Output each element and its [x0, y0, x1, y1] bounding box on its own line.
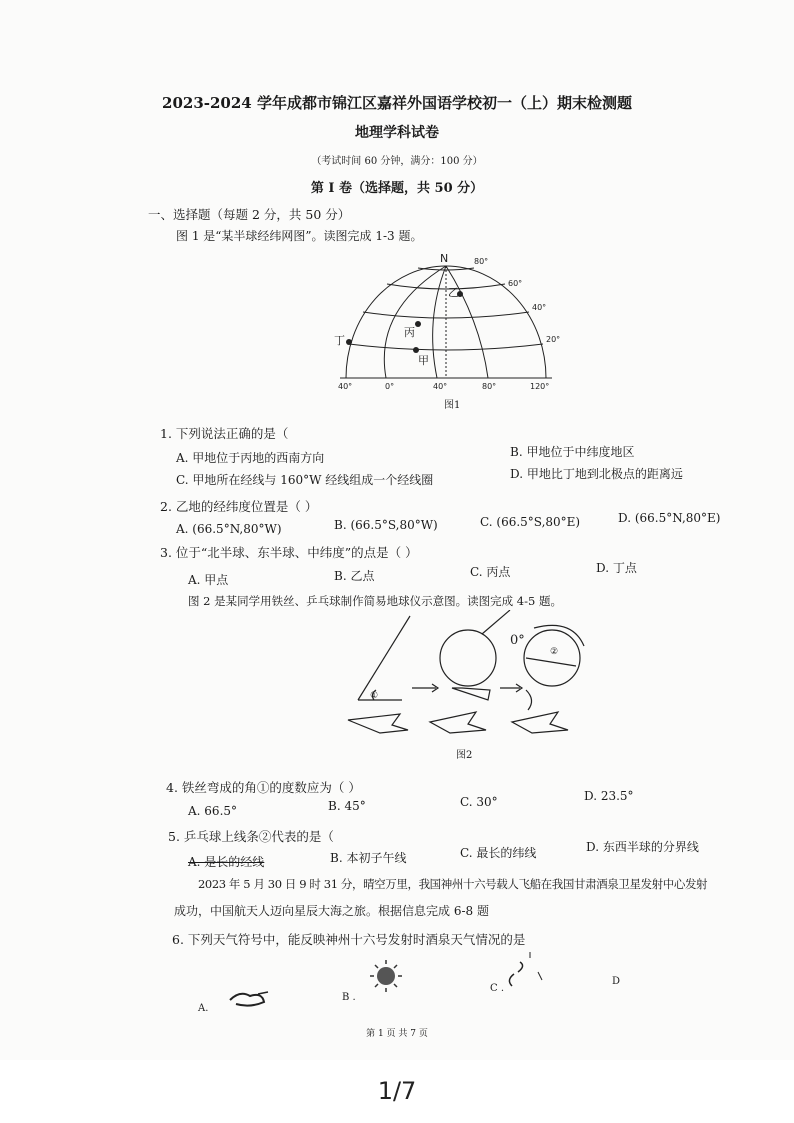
q5-option-a-text: A. 是长的经线: [188, 855, 265, 869]
q5-option-a: [188, 853, 264, 870]
q4-option-c: C. 30°: [460, 795, 498, 809]
lat-label-80: 80°: [474, 257, 489, 266]
lon-label-120e: 120°: [530, 382, 550, 390]
q3-stem: 3. 位于“北半球、东半球、中纬度”的点是（ ）: [160, 545, 418, 560]
lat-label-60: 60°: [508, 279, 523, 288]
q2-option-a: A. (66.5°N,80°W): [176, 522, 282, 536]
page-counter: 1/7: [377, 1077, 417, 1105]
q4-option-d: D. 23.5°: [584, 789, 634, 803]
q1-stem: 1. 下列说法正确的是（: [160, 426, 289, 441]
point-yi-label: 乙: [448, 286, 459, 299]
meridian-40: [433, 266, 446, 378]
section-heading: 一、选择题（每题 2 分，共 50 分）: [148, 207, 351, 222]
figure2-intro: 图 2 是某同学用铁丝、乒乓球制作简易地球仪示意图。读图完成 4-5 题。: [188, 594, 562, 608]
exam-note: （考试时间 60 分钟，满分：100 分）: [311, 156, 483, 167]
point-ding: [346, 339, 352, 345]
q6-option-c: C .: [490, 983, 505, 994]
figure1-graticule: [330, 250, 562, 390]
q6-option-b: B .: [342, 992, 356, 1003]
rain-weather-icon: [504, 950, 548, 990]
q1-option-d: D. 甲地比丁地到北极点的距离远: [510, 467, 683, 481]
lon-label-0: 0°: [385, 382, 395, 390]
point-bing: [415, 321, 421, 327]
stand-1: [348, 714, 408, 733]
q4-stem: 4. 铁丝弯成的角①的度数应为（ ）: [166, 780, 361, 795]
wire-slanted: [358, 616, 410, 700]
point-jia: [413, 347, 419, 353]
figure2-caption: 图2: [456, 750, 473, 761]
cloudy-weather-icon: [226, 986, 272, 1010]
passage-line-1: 2023 年 5 月 30 日 9 时 31 分，晴空万里，我国神州十六号载人飞船在我国甘肃酒泉卫星发射中心发射: [198, 877, 708, 891]
q2-option-c: C. (66.5°S,80°E): [480, 515, 581, 529]
q6-option-d: D: [612, 976, 621, 987]
lon-label-80e: 80°: [482, 382, 497, 390]
q3-option-a: A. 甲点: [188, 573, 229, 587]
lon-label-40e: 40°: [433, 382, 448, 390]
exam-subtitle: 地理学科试卷: [355, 125, 439, 141]
meridian-80: [446, 266, 488, 378]
q5-stem: 5. 乒乓球上线条②代表的是（: [168, 829, 334, 844]
mark-1: ①: [370, 691, 379, 701]
q3-option-c: C. 丙点: [470, 565, 511, 579]
q3-option-d: D. 丁点: [596, 561, 637, 575]
passage-line-2: 成功，中国航天人迈向星辰大海之旅。根据信息完成 6-8 题: [174, 904, 489, 918]
point-ding-label: 丁: [334, 334, 345, 347]
lat-label-40: 40°: [532, 303, 547, 312]
q6-stem: 6. 下列天气符号中，能反映神州十六号发射时酒泉天气情况的是: [172, 932, 526, 947]
q2-stem: 2. 乙地的经纬度位置是（ ）: [160, 499, 318, 514]
q6-option-a: A.: [198, 1003, 209, 1014]
q1-option-b: B. 甲地位于中纬度地区: [510, 445, 635, 459]
ping-pong-ball: [440, 630, 496, 686]
figure1-intro: 图 1 是“某半球经纬网图”。读图完成 1-3 题。: [176, 229, 423, 243]
pole-label: N: [440, 252, 449, 265]
exam-title: 2023-2024 学年成都市锦江区嘉祥外国语学校初一（上）期末检测题: [162, 94, 632, 112]
stand-2: [430, 712, 486, 733]
q4-option-b: B. 45°: [328, 799, 366, 813]
q5-option-d: D. 东西半球的分界线: [586, 840, 699, 854]
mark-2: ②: [550, 647, 559, 657]
volume-heading: 第 I 卷（选择题，共 50 分）: [310, 181, 484, 196]
sunny-weather-icon: [368, 958, 404, 994]
q2-option-b: B. (66.5°S,80°W): [334, 518, 438, 532]
lon-label-40w: 40°: [338, 382, 353, 390]
q1-option-a: A. 甲地位于丙地的西南方向: [176, 451, 325, 465]
zero-degree-label: 0°: [510, 633, 525, 648]
stand-3: [512, 712, 568, 733]
q2-option-d: D. (66.5°N,80°E): [618, 511, 721, 525]
figure1-caption: 图1: [444, 400, 461, 411]
finished-globe: [524, 630, 580, 686]
lat-label-20: 20°: [546, 335, 561, 344]
q3-option-b: B. 乙点: [334, 569, 375, 583]
point-bing-label: 丙: [404, 326, 415, 339]
point-jia-label: 甲: [418, 354, 429, 367]
q1-option-c: C. 甲地所在经线与 160°W 经线组成一个经线圈: [176, 473, 434, 487]
q5-option-c: C. 最长的纬线: [460, 846, 537, 860]
q5-option-b: B. 本初子午线: [330, 851, 407, 865]
line-2: [526, 658, 576, 666]
page-info: 第 1 页 共 7 页: [366, 1029, 428, 1039]
figure2-globe-diagram: [340, 610, 590, 740]
q4-option-a: A. 66.5°: [188, 804, 238, 818]
